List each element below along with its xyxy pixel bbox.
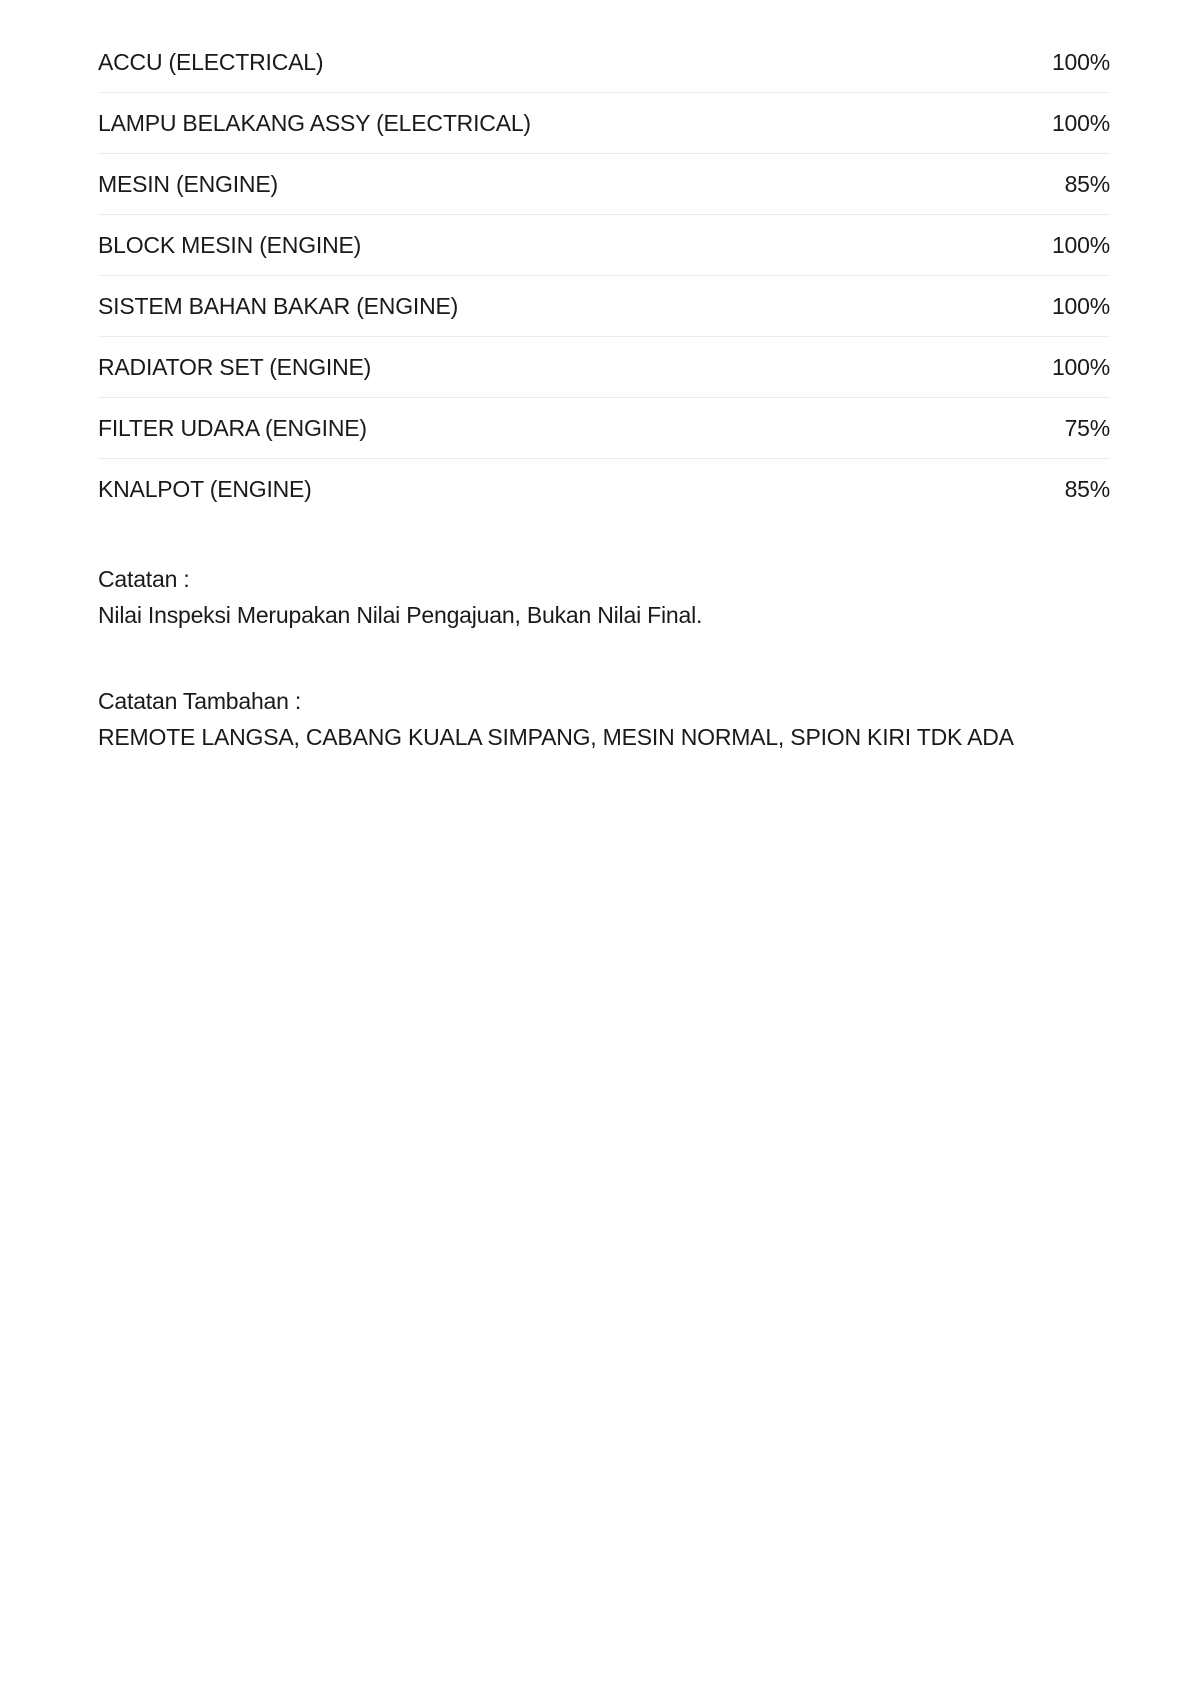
notes-title: Catatan :	[98, 566, 190, 592]
inspection-list	[98, 32, 1110, 519]
inspection-item-value: 100%	[1051, 353, 1110, 380]
inspection-item-label: KNALPOT (ENGINE)	[98, 475, 312, 502]
inspection-item-value: 100%	[1051, 292, 1110, 319]
inspection-item-label: SISTEM BAHAN BAKAR (ENGINE)	[98, 292, 459, 319]
inspection-row	[98, 215, 1110, 276]
inspection-row	[98, 154, 1110, 215]
inspection-item-label: ACCU (ELECTRICAL)	[98, 48, 324, 75]
inspection-row	[98, 337, 1110, 398]
inspection-row	[98, 398, 1110, 459]
inspection-row	[98, 276, 1110, 337]
inspection-item-label: FILTER UDARA (ENGINE)	[98, 414, 367, 441]
additional-notes-text: REMOTE LANGSA, CABANG KUALA SIMPANG, MESIN NORMAL, SPION KIRI TDK ADA	[98, 724, 1014, 750]
inspection-item-label: MESIN (ENGINE)	[98, 170, 278, 197]
inspection-row	[98, 93, 1110, 154]
inspection-row	[98, 32, 1110, 93]
inspection-item-label: LAMPU BELAKANG ASSY (ELECTRICAL)	[98, 109, 531, 136]
inspection-item-value: 100%	[1051, 48, 1110, 75]
inspection-item-value: 75%	[1064, 414, 1110, 441]
inspection-report	[98, 32, 1110, 755]
notes-text: Nilai Inspeksi Merupakan Nilai Pengajuan, Bukan Nilai Final.	[98, 602, 703, 628]
inspection-item-value: 100%	[1051, 109, 1110, 136]
inspection-item-label: BLOCK MESIN (ENGINE)	[98, 231, 362, 258]
inspection-item-value: 85%	[1064, 170, 1110, 197]
inspection-item-value: 85%	[1064, 475, 1110, 502]
inspection-item-label: RADIATOR SET (ENGINE)	[98, 353, 372, 380]
additional-notes-section	[98, 683, 1110, 755]
additional-notes-title: Catatan Tambahan :	[98, 688, 302, 714]
inspection-row	[98, 459, 1110, 519]
inspection-item-value: 100%	[1051, 231, 1110, 258]
notes-section	[98, 561, 1110, 633]
